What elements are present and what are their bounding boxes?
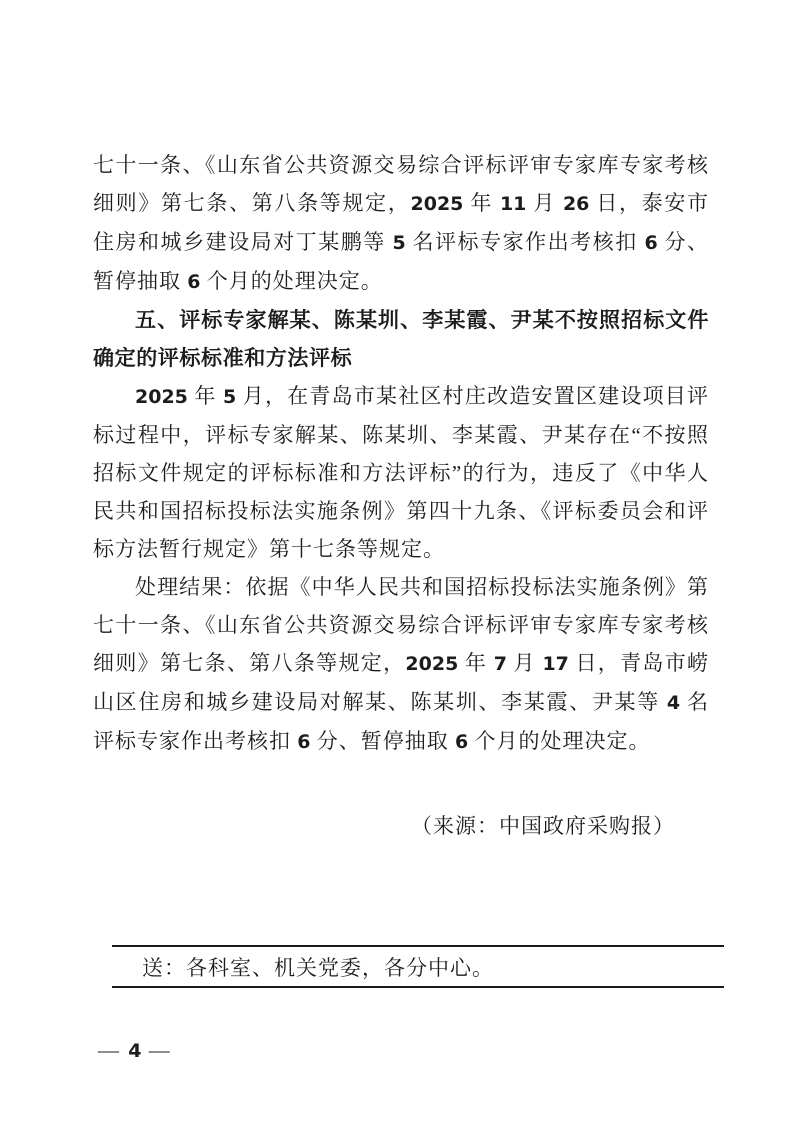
section-heading: 五、评标专家解某、陈某圳、李某霞、尹某不按照招标文件确定的评标标准和方法评标 [93,308,709,370]
document-body [93,146,709,845]
distribution-note: 送：各科室、机关党委，各分中心。 [142,955,494,980]
distribution-box [112,945,724,988]
source-attribution: （来源：中国政府采购报） [411,814,675,838]
page-number: — 4 — [98,1038,172,1062]
paragraph-continuation: 七十一条、《山东省公共资源交易综合评标评审专家库专家考核细则》第七条、第八条等规定，2025 年 11 月 26 日，泰安市住房和城乡建设局对丁某鹏等 5 名评标专家作出考核扣 6 分、暂停抽取 6 个月的处理决定。 [93,153,710,293]
paragraph-incident: 2025 年 5 月，在青岛市某社区村庄改造安置区建设项目评标过程中，评标专家解某、陈某圳、李某霞、尹某存在“不按照招标文件规定的评标标准和方法评标”的行为，违反了《中华人民共和国招标投标法实施条例》第四十九条、《评标委员会和评标方法暂行规定》第十七条等规定。 [93,384,709,561]
paragraph-result: 处理结果：依据《中华人民共和国招标投标法实施条例》第七十一条、《山东省公共资源交易综合评标评审专家库专家考核细则》第七条、第八条等规定，2025 年 7 月 17 日，青岛市崂山区住房和城乡建设局对解某、陈某圳、李某霞、尹某等 4 名评标专家作出考核扣 6 分、暂停抽取 6 个月的处理决定。 [93,575,710,753]
